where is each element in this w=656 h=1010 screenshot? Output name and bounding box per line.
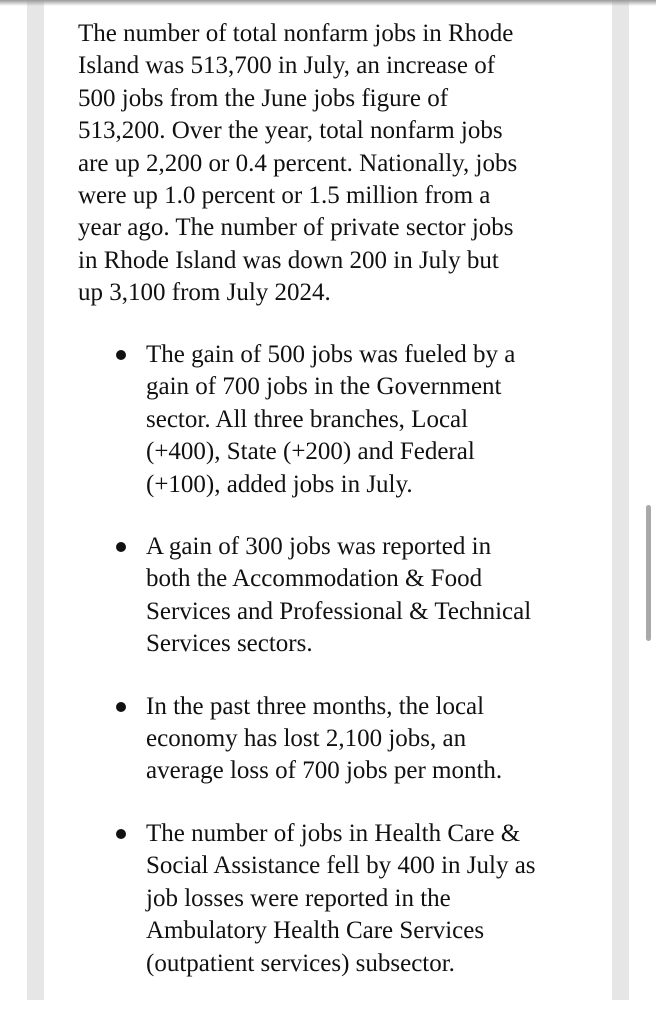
text-line: year ago. The number of private sector jobs (78, 214, 514, 242)
scrollbar-thumb[interactable] (646, 505, 651, 641)
text-line: economy has lost 2,100 jobs, an (146, 725, 467, 753)
text-line: The gain of 500 jobs was fueled by a (146, 341, 516, 368)
text-line: (+400), State (+200) and Federal (146, 438, 475, 466)
text-line: were up 1.0 percent or 1.5 million from a (78, 182, 491, 210)
bullet-icon (116, 350, 126, 360)
intro-paragraph (78, 18, 517, 310)
text-line: job losses were reported in the (146, 884, 451, 912)
list-item (78, 691, 536, 788)
text-line: The number of jobs in Health Care & (146, 819, 521, 847)
top-shadow (0, 0, 656, 6)
text-line: 500 jobs from the June jobs figure of (78, 84, 449, 112)
text-line: both the Accommodation & Food (146, 565, 483, 593)
highlights-list (78, 339, 536, 1010)
text-line: (+100), added jobs in July. (146, 470, 413, 498)
text-line: The number of total nonfarm jobs in Rhode (78, 20, 514, 47)
text-line: average loss of 700 jobs per month. (146, 757, 503, 785)
left-margin-band (27, 0, 44, 1000)
text-line: Ambulatory Health Care Services (146, 917, 485, 945)
list-item (78, 531, 536, 661)
text-line: Island was 513,700 in July, an increase of (78, 52, 496, 80)
text-line: Services sectors. (146, 630, 313, 658)
text-line: 513,200. Over the year, total nonfarm jobs (78, 117, 503, 145)
bullet-icon (116, 542, 126, 552)
text-line: up 3,100 from July 2024. (78, 279, 331, 307)
list-item (78, 818, 536, 980)
text-line: gain of 700 jobs in the Government (146, 373, 502, 401)
list-item (78, 339, 536, 501)
right-margin-band (612, 0, 629, 1000)
text-line: in Rhode Island was down 200 in July but (78, 246, 499, 274)
text-line: (outpatient services) subsector. (146, 949, 455, 977)
text-line: A gain of 300 jobs was reported in (146, 533, 492, 561)
text-line: In the past three months, the local (146, 692, 485, 720)
bullet-icon (116, 702, 126, 712)
text-line: Social Assistance fell by 400 in July as (146, 852, 536, 880)
text-line: sector. All three branches, Local (146, 405, 469, 433)
text-line: are up 2,200 or 0.4 percent. Nationally, jobs (78, 149, 518, 177)
bullet-icon (116, 829, 126, 839)
text-line: Services and Professional & Technical (146, 597, 532, 625)
